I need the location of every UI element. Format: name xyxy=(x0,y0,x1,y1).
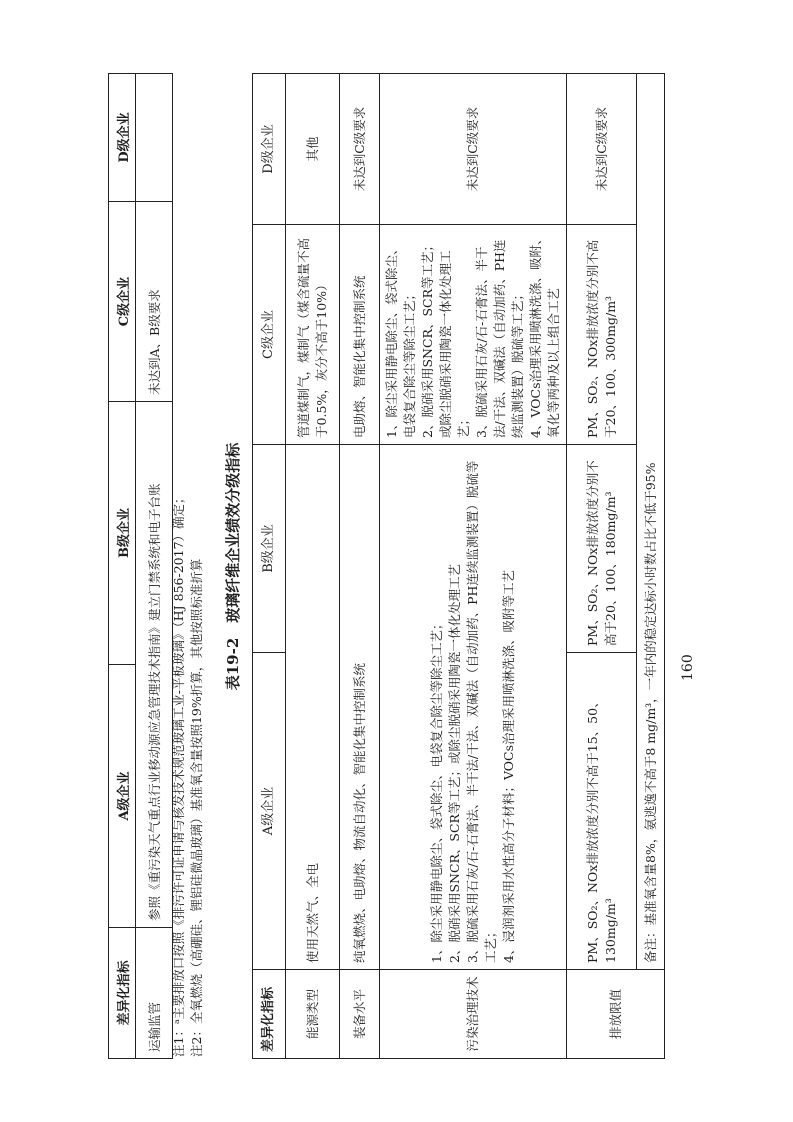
emission-d: 未达到C级要求 xyxy=(567,73,637,224)
energy-c: 管道煤制气，煤制气（煤含硫量不高于0.5%，灰分不高于10%） xyxy=(286,224,340,444)
equipment-ab: 纯氧燃烧、电助熔、物流自动化、智能化集中控制系统 xyxy=(340,444,380,969)
t2-header-d: D级企业 xyxy=(253,73,286,224)
t1-header-a: A级企业 xyxy=(109,665,136,928)
t1-row-label: 运输监管 xyxy=(136,928,173,1059)
t1-row-ab: 参照《重污染天气重点行业移动源应急管理技术指南》建立门禁系统和电子台账 xyxy=(136,402,173,928)
pollution-ab-item: 1、除尘采用静电除尘、袋式除尘、电袋复合除尘等除尘工艺； xyxy=(429,617,444,963)
pollution-c-item: 3、脱硫采用石灰/石-石膏法、半干法/干法、双碱法（自动加药、PH连续监测装置）脱硫等工艺； xyxy=(474,239,525,438)
page-number: 160 xyxy=(680,654,696,681)
pollution-ab xyxy=(380,444,567,969)
emission-note: 备注：基准氧含量8%，氨逃逸不高于8 mg/m³，一年内的稳定达标小时数占比不低于95% xyxy=(637,73,665,969)
t2-header-b: B级企业 xyxy=(253,444,286,652)
table-19-2 xyxy=(252,73,665,1059)
equipment-label: 装备水平 xyxy=(340,970,380,1059)
pollution-ab-item: 3、脱硫采用石灰/石-石膏法、半干法/干法、双碱法（自动加药、PH连续监测装置）脱硫等工艺； xyxy=(465,460,498,963)
pollution-c-item: 1、除尘采用静电除尘、袋式除尘、电袋复合除尘等除尘工艺； xyxy=(384,242,417,438)
table-caption: 表19-2 玻璃纤维企业绩效分级指标 xyxy=(224,442,242,691)
emission-label: 排放限值 xyxy=(567,970,665,1059)
t1-row-c: 未达到A、B级要求 xyxy=(136,202,173,402)
note-2: 注2：全氧燃烧（高硼硅、锂铝硅微晶玻璃）基准氧含量按照19%折算，其他按照标准折算 xyxy=(189,558,204,1057)
equipment-d: 未达到C级要求 xyxy=(340,73,380,224)
t1-header-c: C级企业 xyxy=(109,202,136,402)
equipment-c: 电助熔、智能化集中控制系统 xyxy=(340,224,380,444)
pollution-c xyxy=(380,224,567,444)
pollution-ab-item: 4、浸润剂采用水性高分子材料；VOCs治理采用喷淋洗涤、吸附等工艺 xyxy=(501,570,516,963)
t1-row-d xyxy=(136,74,173,202)
energy-d: 其他 xyxy=(286,73,340,224)
pollution-c-item: 2、脱硝采用SNCR、SCR等工艺；或除尘脱硝采用陶瓷一体化处理工艺； xyxy=(420,239,471,438)
rotated-document xyxy=(108,74,698,1059)
t2-header-indicator: 差异化指标 xyxy=(253,970,286,1059)
pollution-d: 未达到C级要求 xyxy=(380,73,567,224)
pollution-c-item: 4、VOCs治理采用喷淋洗涤、吸附、氧化等两种及以上组合工艺 xyxy=(528,232,561,438)
emission-c: PM、SO₂、NOx排放浓度分别不高于20、100、300mg/m³ xyxy=(567,224,637,444)
t2-header-c: C级企业 xyxy=(253,224,286,444)
emission-a: PM、SO₂、NOx排放浓度分别不高于15、50、130mg/m³ xyxy=(567,652,637,969)
t1-header-indicator: 差异化指标 xyxy=(109,928,136,1059)
pollution-ab-item: 2、脱硝采用SNCR、SCR等工艺；或除尘脱硝采用陶瓷一体化处理工艺 xyxy=(447,564,462,963)
note-1: 注1：ᵃ主要排放口按照《排污许可证申请与核发技术规范玻璃工业-平板玻璃》（HJ 856-2017）确定； xyxy=(171,491,186,1057)
energy-label: 能源类型 xyxy=(286,970,340,1059)
emission-b: PM、SO₂、NOx排放浓度分别不高于20、100、180mg/m³ xyxy=(567,444,637,652)
t1-header-d: D级企业 xyxy=(109,74,136,202)
table-19-1-continued xyxy=(108,73,173,1059)
energy-ab: 使用天然气、全电 xyxy=(286,444,340,969)
table-notes xyxy=(170,77,206,1057)
t1-header-b: B级企业 xyxy=(109,402,136,665)
t2-header-a: A级企业 xyxy=(253,652,286,969)
pollution-label: 污染治理技术 xyxy=(380,970,567,1059)
